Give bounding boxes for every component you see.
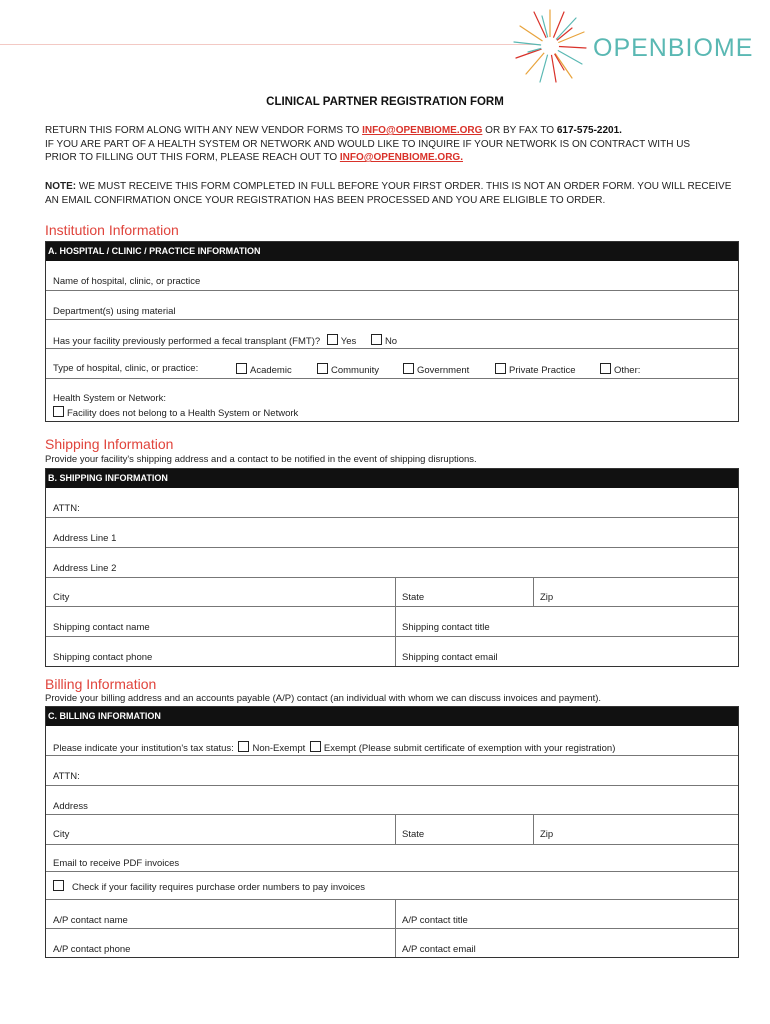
- institution-heading: Institution Information: [45, 222, 179, 238]
- shipping-subtitle: Provide your facility's shipping address and a contact to be notified in the event of shipping disruptions.: [45, 454, 477, 465]
- exempt-checkbox[interactable]: [310, 741, 321, 752]
- billing-subtitle: Provide your billing address and an accounts payable (A/P) contact (an individual with whom we can discuss invoices and payment).: [45, 693, 602, 704]
- billing-heading: Billing Information: [45, 676, 157, 692]
- bill-zip-field[interactable]: Zip: [540, 829, 554, 840]
- type-other-checkbox[interactable]: [600, 363, 611, 374]
- bill-city-row: [46, 814, 738, 844]
- bill-attn-row[interactable]: ATTN:: [46, 755, 738, 785]
- ap-contact2-row: [46, 928, 738, 957]
- email-link-2[interactable]: INFO@OPENBIOME.ORG.: [339, 152, 463, 163]
- ap-phone-field[interactable]: A/P contact phone: [53, 944, 131, 955]
- bill-email-row[interactable]: Email to receive PDF invoices: [46, 844, 738, 871]
- billing-section: [45, 706, 739, 958]
- ship-city-row: [46, 577, 738, 606]
- section-c-bar: C. BILLING INFORMATION: [46, 707, 738, 726]
- ship-address1-row[interactable]: Address Line 1: [46, 517, 738, 547]
- ship-contact-row: [46, 606, 738, 636]
- section-a-bar: A. HOSPITAL / CLINIC / PRACTICE INFORMATION: [46, 242, 738, 261]
- fmt-row: Has your facility previously performed a fecal transplant (FMT)? Yes No: [46, 319, 738, 348]
- ship-state-field[interactable]: State: [402, 592, 425, 603]
- brand-name: OPENBIOME: [593, 34, 754, 62]
- type-government-checkbox[interactable]: [403, 363, 414, 374]
- po-check-row: Check if your facility requires purchase order numbers to pay invoices: [46, 871, 738, 899]
- ship-address2-row[interactable]: Address Line 2: [46, 547, 738, 577]
- po-required-checkbox[interactable]: [53, 880, 64, 891]
- department-row[interactable]: Department(s) using material: [46, 290, 738, 319]
- ship-attn-row[interactable]: ATTN:: [53, 503, 80, 514]
- bill-address-row[interactable]: Address: [46, 785, 738, 814]
- section-b-bar: B. SHIPPING INFORMATION: [46, 469, 738, 488]
- header-rule: [0, 44, 540, 45]
- ship-contact-email-field[interactable]: Shipping contact email: [402, 652, 498, 663]
- intro-text: RETURN THIS FORM ALONG WITH ANY NEW VENDOR FORMS TO INFO@OPENBIOME.ORG OR BY FAX TO 617-575-2201. IF YOU ARE PART OF A HEALTH SYSTEM OR NETWORK AND WOULD LIKE TO INQUIRE IF YOUR NETWORK IS ON CONTRACT WITH US PRIOR TO FILLING OUT THIS FORM, PLEASE REACH OUT TO INFO@OPENBIOME.ORG.: [45, 125, 691, 163]
- openbiome-logo-icon: [512, 8, 588, 84]
- ship-contact-name-field[interactable]: Shipping contact name: [53, 622, 150, 633]
- ship-contact2-row: [46, 636, 738, 666]
- form-title: CLINICAL PARTNER REGISTRATION FORM: [266, 96, 504, 108]
- facility-type-row: Type of hospital, clinic, or practice: Academic Community Government Private Practice Other:: [46, 348, 738, 378]
- network-row: Health System or Network: Facility does not belong to a Health System or Network: [46, 378, 738, 421]
- bill-city-field[interactable]: City: [53, 829, 70, 840]
- type-private-checkbox[interactable]: [495, 363, 506, 374]
- no-network-checkbox[interactable]: [53, 406, 64, 417]
- shipping-section: [45, 468, 739, 667]
- type-academic-checkbox[interactable]: [236, 363, 247, 374]
- name-row[interactable]: Name of hospital, clinic, or practice: [53, 276, 201, 287]
- shipping-heading: Shipping Information: [45, 436, 174, 452]
- ship-city-field[interactable]: City: [53, 592, 70, 603]
- institution-section: [45, 241, 739, 422]
- tax-status-row: Please indicate your institution's tax status: Non-Exempt Exempt (Please submit certificate of exemption with your registration): [53, 743, 616, 754]
- type-community-checkbox[interactable]: [317, 363, 328, 374]
- ap-title-field[interactable]: A/P contact title: [402, 915, 468, 926]
- ap-name-field[interactable]: A/P contact name: [53, 915, 128, 926]
- fmt-no-checkbox[interactable]: [371, 334, 382, 345]
- fax-number: 617-575-2201.: [556, 125, 622, 136]
- ship-contact-phone-field[interactable]: Shipping contact phone: [53, 652, 153, 663]
- non-exempt-checkbox[interactable]: [238, 741, 249, 752]
- bill-state-field[interactable]: State: [402, 829, 425, 840]
- ship-contact-title-field[interactable]: Shipping contact title: [402, 622, 490, 633]
- email-link[interactable]: INFO@OPENBIOME.ORG: [362, 125, 483, 136]
- ap-contact-row: [46, 899, 738, 928]
- note-text: NOTE: WE MUST RECEIVE THIS FORM COMPLETED IN FULL BEFORE YOUR FIRST ORDER. THIS IS NOT AN ORDER FORM. YOU WILL RECEIVE AN EMAIL CONFIRMATION ONCE YOUR REGISTRATION HAS BEEN PROCESSED AND YOU ARE ELIGIBLE TO ORDER.: [45, 181, 732, 206]
- ship-zip-field[interactable]: Zip: [540, 592, 554, 603]
- fmt-yes-checkbox[interactable]: [327, 334, 338, 345]
- ap-email-field[interactable]: A/P contact email: [402, 944, 476, 955]
